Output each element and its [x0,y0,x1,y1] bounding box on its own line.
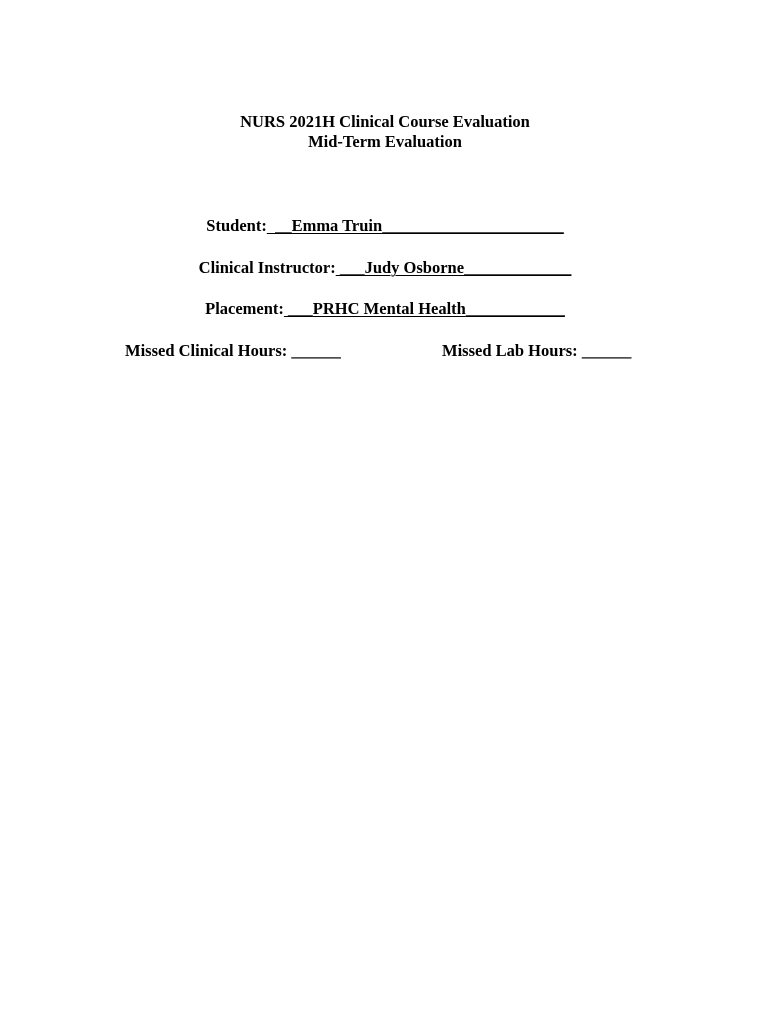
student-value: Emma Truin [291,216,383,235]
clinical-instructor-field [0,258,770,278]
clinical-instructor-label: Clinical Instructor: [198,258,336,277]
student-prefix-blank: __ [266,216,292,235]
missed-clinical-hours-field [125,341,341,361]
clinical-instructor-suffix-blank: _____________ [464,258,572,277]
missed-clinical-hours-label: Missed Clinical Hours: [125,341,288,360]
placement-prefix-blank: ___ [283,299,313,318]
missed-lab-hours-field [442,341,631,361]
student-label: Student: [206,216,267,235]
placement-label: Placement: [205,299,284,318]
placement-field [0,299,770,319]
student-field [0,216,770,236]
evaluation-subtitle: Mid-Term Evaluation [308,132,462,151]
missed-lab-hours-blank: ______ [577,341,632,360]
placement-suffix-blank: ____________ [465,299,565,318]
document-title [0,112,770,152]
clinical-instructor-prefix-blank: ___ [335,258,365,277]
placement-value: PRHC Mental Health [312,299,466,318]
course-title: NURS 2021H Clinical Course Evaluation [240,112,530,131]
missed-lab-hours-label: Missed Lab Hours: [442,341,578,360]
missed-clinical-hours-blank: ______ [287,341,341,360]
clinical-instructor-value: Judy Osborne [364,258,465,277]
student-suffix-blank: ______________________ [382,216,564,235]
